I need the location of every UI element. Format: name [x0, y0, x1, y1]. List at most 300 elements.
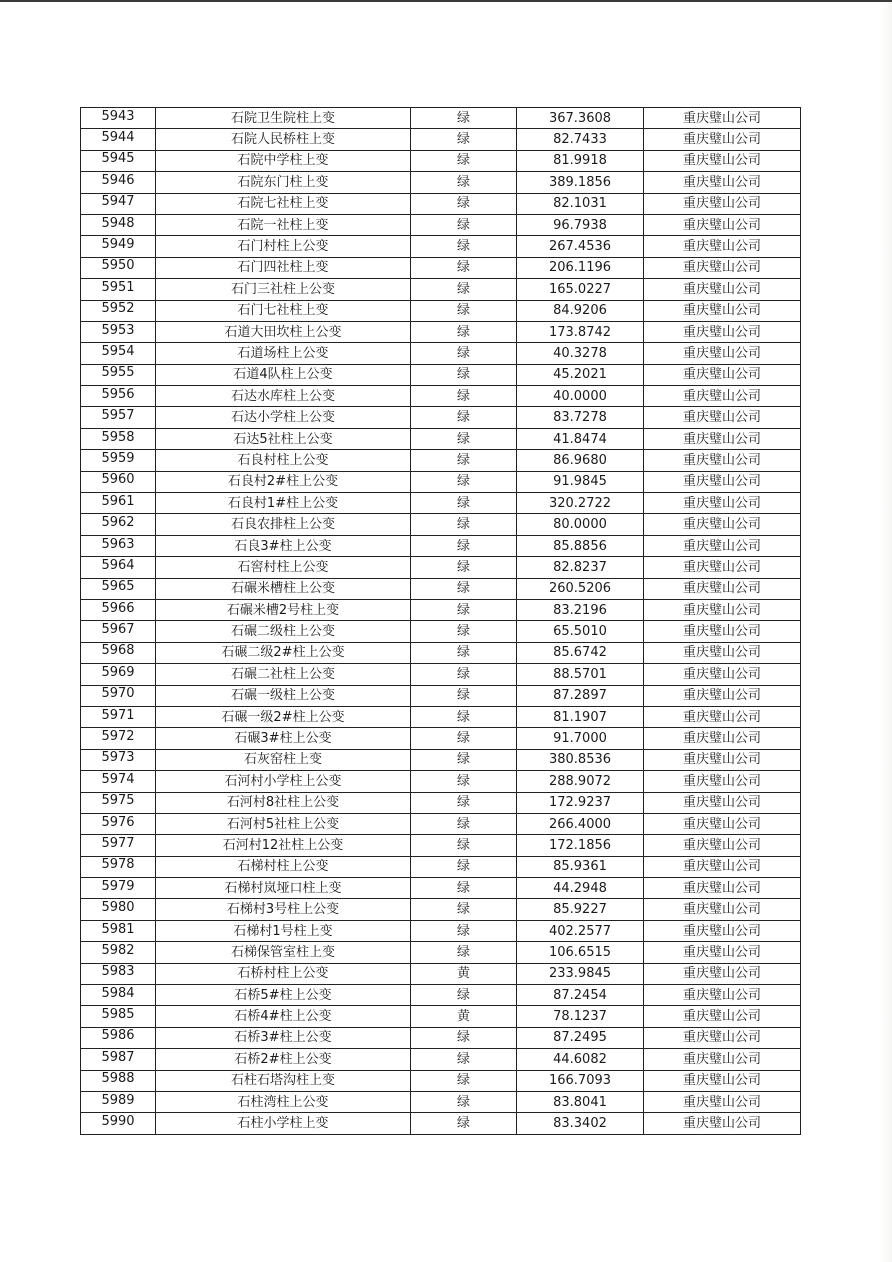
value-cell: [517, 1070, 644, 1091]
value-cell: [517, 749, 644, 770]
status-cell: [411, 129, 517, 150]
status-cell: [411, 407, 517, 428]
company-cell: [644, 300, 801, 321]
status-cell-text: 绿: [456, 902, 470, 918]
table-row: [81, 920, 801, 941]
row-id-cell: [81, 963, 156, 984]
value-cell: [517, 493, 644, 514]
table-row: [81, 856, 801, 877]
value-cell: [517, 664, 644, 685]
table-row: [81, 985, 801, 1006]
transformer-name-cell-text: 石达水库柱上公变: [230, 388, 335, 404]
company-cell-text: 重庆璧山公司: [682, 944, 761, 960]
status-cell-text: 绿: [456, 431, 470, 447]
status-cell-text: 绿: [456, 217, 470, 233]
row-id-cell-text: 5952: [101, 301, 135, 317]
transformer-name-cell-text: 石碾二级2#柱上公变: [221, 645, 345, 661]
transformer-name-cell: [156, 813, 411, 834]
company-cell: [644, 1049, 801, 1070]
transformer-name-cell: [156, 514, 411, 535]
row-id-cell-text: 5962: [101, 515, 135, 531]
value-cell-text: 166.7093: [548, 1073, 612, 1089]
table-row: [81, 450, 801, 471]
company-cell-text: 重庆璧山公司: [682, 538, 761, 554]
company-cell: [644, 1006, 801, 1027]
company-cell: [644, 493, 801, 514]
row-id-cell-text: 5956: [101, 386, 135, 402]
company-cell-text: 重庆璧山公司: [682, 281, 761, 297]
company-cell: [644, 450, 801, 471]
status-cell: [411, 236, 517, 257]
table-row: [81, 364, 801, 385]
value-cell-text: 172.9237: [548, 795, 612, 811]
value-cell: [517, 578, 644, 599]
company-cell: [644, 771, 801, 792]
row-id-cell: [81, 386, 156, 407]
value-cell-text: 266.4000: [548, 816, 612, 832]
row-id-cell-text: 5945: [101, 151, 135, 167]
company-cell: [644, 1091, 801, 1112]
table-row: [81, 193, 801, 214]
row-id-cell-text: 5973: [101, 750, 135, 766]
value-cell: [517, 1113, 644, 1134]
row-id-cell-text: 5989: [101, 1092, 135, 1108]
transformer-name-cell-text: 石碾二级柱上公变: [230, 624, 335, 640]
company-cell: [644, 835, 801, 856]
transformer-name-cell-text: 石梯村岚垭口柱上变: [224, 880, 342, 896]
table-row: [81, 1113, 801, 1134]
status-cell-text: 黄: [456, 966, 470, 982]
value-cell-text: 83.2196: [553, 602, 607, 618]
table-row: [81, 813, 801, 834]
status-cell: [411, 985, 517, 1006]
company-cell: [644, 599, 801, 620]
row-id-cell-text: 5967: [101, 622, 135, 638]
transformer-name-cell-text: 石门七社柱上变: [237, 303, 329, 319]
value-cell: [517, 642, 644, 663]
company-cell-text: 重庆璧山公司: [682, 559, 761, 575]
company-cell: [644, 578, 801, 599]
value-cell-text: 78.1237: [553, 1009, 607, 1025]
value-cell-text: 44.2948: [553, 880, 607, 896]
status-cell-text: 绿: [456, 859, 470, 875]
status-cell: [411, 343, 517, 364]
status-cell-text: 绿: [456, 174, 470, 190]
company-cell: [644, 108, 801, 129]
row-id-cell: [81, 621, 156, 642]
transformer-name-cell: [156, 599, 411, 620]
status-cell: [411, 599, 517, 620]
value-cell: [517, 599, 644, 620]
status-cell-text: 绿: [456, 110, 470, 126]
row-id-cell: [81, 535, 156, 556]
row-id-cell: [81, 150, 156, 171]
status-cell: [411, 428, 517, 449]
row-id-cell-text: 5958: [101, 429, 135, 445]
table-row: [81, 343, 801, 364]
company-cell-text: 重庆璧山公司: [682, 795, 761, 811]
company-cell-text: 重庆璧山公司: [682, 1094, 761, 1110]
company-cell: [644, 1113, 801, 1134]
value-cell: [517, 1091, 644, 1112]
value-cell: [517, 428, 644, 449]
status-cell-text: 绿: [456, 837, 470, 853]
status-cell: [411, 899, 517, 920]
company-cell: [644, 557, 801, 578]
transformer-name-cell-text: 石柱湾柱上公变: [237, 1094, 329, 1110]
row-id-cell-text: 5943: [101, 108, 135, 124]
status-cell-text: 绿: [456, 795, 470, 811]
value-cell: [517, 150, 644, 171]
status-cell-text: 绿: [456, 880, 470, 896]
company-cell: [644, 364, 801, 385]
table-row: [81, 771, 801, 792]
company-cell: [644, 856, 801, 877]
table-row: [81, 428, 801, 449]
row-id-cell: [81, 878, 156, 899]
status-cell-text: 绿: [456, 474, 470, 490]
status-cell: [411, 1006, 517, 1027]
company-cell: [644, 813, 801, 834]
transformer-name-cell: [156, 108, 411, 129]
status-cell-text: 绿: [456, 1030, 470, 1046]
row-id-cell-text: 5966: [101, 600, 135, 616]
value-cell-text: 87.2454: [553, 987, 607, 1003]
value-cell: [517, 108, 644, 129]
status-cell-text: 绿: [456, 923, 470, 939]
row-id-cell-text: 5947: [101, 194, 135, 210]
table-row: [81, 471, 801, 492]
table-row: [81, 706, 801, 727]
row-id-cell-text: 5957: [101, 408, 135, 424]
status-cell-text: 绿: [456, 452, 470, 468]
table-row: [81, 1049, 801, 1070]
company-cell-text: 重庆璧山公司: [682, 1051, 761, 1067]
row-id-cell-text: 5971: [101, 707, 135, 723]
value-cell: [517, 364, 644, 385]
transformer-name-cell: [156, 578, 411, 599]
status-cell-text: 绿: [456, 666, 470, 682]
transformer-name-cell-text: 石梯村3号柱上公变: [226, 902, 340, 918]
company-cell: [644, 150, 801, 171]
table-row: [81, 236, 801, 257]
value-cell: [517, 835, 644, 856]
transformer-name-cell: [156, 193, 411, 214]
status-cell-text: 绿: [456, 1094, 470, 1110]
page-edge-shadow: [880, 2, 892, 1262]
company-cell-text: 重庆璧山公司: [682, 474, 761, 490]
value-cell-text: 389.1856: [548, 174, 612, 190]
value-cell-text: 87.2495: [553, 1030, 607, 1046]
company-cell-text: 重庆璧山公司: [682, 495, 761, 511]
company-cell-text: 重庆璧山公司: [682, 260, 761, 276]
status-cell-text: 绿: [456, 281, 470, 297]
status-cell-text: 绿: [456, 602, 470, 618]
transformer-name-cell-text: 石门村柱上公变: [237, 239, 329, 255]
company-cell-text: 重庆璧山公司: [682, 837, 761, 853]
transformer-name-cell-text: 石桥3#柱上公变: [234, 1030, 332, 1046]
row-id-cell-text: 5974: [101, 771, 135, 787]
status-cell: [411, 471, 517, 492]
company-cell-text: 重庆璧山公司: [682, 1030, 761, 1046]
row-id-cell: [81, 343, 156, 364]
company-cell: [644, 942, 801, 963]
company-cell: [644, 514, 801, 535]
row-id-cell-text: 5959: [101, 450, 135, 466]
table-row: [81, 172, 801, 193]
transformer-name-cell-text: 石梯保管室柱上变: [230, 944, 335, 960]
company-cell-text: 重庆璧山公司: [682, 624, 761, 640]
company-cell: [644, 878, 801, 899]
value-cell: [517, 172, 644, 193]
value-cell-text: 84.9206: [553, 303, 607, 319]
company-cell-text: 重庆璧山公司: [682, 880, 761, 896]
status-cell-text: 绿: [456, 239, 470, 255]
transformer-name-cell: [156, 856, 411, 877]
transformer-name-cell-text: 石道场柱上公变: [237, 345, 329, 361]
company-cell: [644, 1070, 801, 1091]
table-row: [81, 514, 801, 535]
status-cell: [411, 642, 517, 663]
value-cell: [517, 985, 644, 1006]
transformer-name-cell: [156, 493, 411, 514]
value-cell: [517, 728, 644, 749]
transformer-name-cell-text: 石良村2#柱上公变: [227, 474, 339, 490]
company-cell: [644, 685, 801, 706]
value-cell-text: 88.5701: [553, 666, 607, 682]
row-id-cell: [81, 471, 156, 492]
transformer-name-cell: [156, 878, 411, 899]
company-cell-text: 重庆璧山公司: [682, 196, 761, 212]
table-row: [81, 685, 801, 706]
status-cell: [411, 1027, 517, 1048]
value-cell-text: 83.7278: [553, 410, 607, 426]
row-id-cell: [81, 792, 156, 813]
company-cell-text: 重庆璧山公司: [682, 645, 761, 661]
company-cell: [644, 535, 801, 556]
row-id-cell-text: 5944: [101, 130, 135, 146]
row-id-cell: [81, 942, 156, 963]
row-id-cell-text: 5987: [101, 1049, 135, 1065]
company-cell-text: 重庆璧山公司: [682, 153, 761, 169]
company-cell-text: 重庆璧山公司: [682, 666, 761, 682]
row-id-cell-text: 5963: [101, 536, 135, 552]
transformer-name-cell: [156, 621, 411, 642]
table-row: [81, 150, 801, 171]
status-cell-text: 绿: [456, 303, 470, 319]
transformer-name-cell-text: 石碾米槽2号柱上变: [226, 602, 340, 618]
company-cell-text: 重庆璧山公司: [682, 174, 761, 190]
transformer-name-cell-text: 石柱小学柱上变: [237, 1116, 329, 1132]
value-cell: [517, 942, 644, 963]
status-cell-text: 绿: [456, 367, 470, 383]
row-id-cell-text: 5968: [101, 643, 135, 659]
value-cell: [517, 963, 644, 984]
status-cell: [411, 578, 517, 599]
value-cell-text: 41.8474: [553, 431, 607, 447]
value-cell: [517, 514, 644, 535]
transformer-name-cell-text: 石院人民桥柱上变: [230, 132, 335, 148]
row-id-cell: [81, 920, 156, 941]
transformer-name-cell: [156, 1091, 411, 1112]
transformer-data-table: [80, 107, 801, 1135]
company-cell-text: 重庆璧山公司: [682, 452, 761, 468]
status-cell-text: 绿: [456, 581, 470, 597]
table-row: [81, 963, 801, 984]
row-id-cell-text: 5988: [101, 1071, 135, 1087]
transformer-name-cell-text: 石道4队柱上公变: [233, 367, 333, 383]
table-row: [81, 942, 801, 963]
value-cell-text: 83.3402: [553, 1116, 607, 1132]
status-cell: [411, 193, 517, 214]
table-row: [81, 279, 801, 300]
transformer-name-cell: [156, 407, 411, 428]
value-cell-text: 81.1907: [553, 709, 607, 725]
value-cell: [517, 343, 644, 364]
transformer-name-cell: [156, 279, 411, 300]
value-cell-text: 96.7938: [553, 217, 607, 233]
status-cell: [411, 535, 517, 556]
row-id-cell: [81, 1113, 156, 1134]
row-id-cell: [81, 578, 156, 599]
table-row: [81, 1006, 801, 1027]
status-cell-text: 绿: [456, 688, 470, 704]
transformer-name-cell: [156, 321, 411, 342]
row-id-cell-text: 5948: [101, 215, 135, 231]
company-cell-text: 重庆璧山公司: [682, 410, 761, 426]
company-cell-text: 重庆璧山公司: [682, 110, 761, 126]
value-cell-text: 45.2021: [553, 367, 607, 383]
row-id-cell-text: 5946: [101, 172, 135, 188]
company-cell-text: 重庆璧山公司: [682, 388, 761, 404]
transformer-name-cell: [156, 642, 411, 663]
status-cell-text: 绿: [456, 260, 470, 276]
company-cell: [644, 1027, 801, 1048]
value-cell: [517, 386, 644, 407]
transformer-name-cell: [156, 920, 411, 941]
status-cell: [411, 942, 517, 963]
transformer-name-cell: [156, 214, 411, 235]
table-row: [81, 664, 801, 685]
row-id-cell-text: 5976: [101, 814, 135, 830]
value-cell: [517, 300, 644, 321]
table-row: [81, 535, 801, 556]
status-cell: [411, 450, 517, 471]
value-cell-text: 87.2897: [553, 688, 607, 704]
company-cell: [644, 172, 801, 193]
transformer-name-cell-text: 石院卫生院柱上变: [230, 110, 335, 126]
value-cell: [517, 257, 644, 278]
status-cell-text: 绿: [456, 1073, 470, 1089]
status-cell: [411, 706, 517, 727]
company-cell: [644, 214, 801, 235]
transformer-name-cell: [156, 1006, 411, 1027]
company-cell-text: 重庆璧山公司: [682, 602, 761, 618]
value-cell-text: 402.2577: [548, 923, 612, 939]
transformer-name-cell-text: 石桥4#柱上公变: [234, 1009, 332, 1025]
value-cell-text: 165.0227: [548, 281, 612, 297]
row-id-cell: [81, 214, 156, 235]
row-id-cell-text: 5965: [101, 579, 135, 595]
value-cell: [517, 920, 644, 941]
status-cell-text: 绿: [456, 495, 470, 511]
value-cell: [517, 856, 644, 877]
table-row: [81, 728, 801, 749]
table-row: [81, 899, 801, 920]
company-cell: [644, 985, 801, 1006]
row-id-cell: [81, 1049, 156, 1070]
row-id-cell: [81, 685, 156, 706]
value-cell-text: 86.9680: [553, 452, 607, 468]
status-cell: [411, 300, 517, 321]
company-cell: [644, 899, 801, 920]
row-id-cell: [81, 407, 156, 428]
company-cell-text: 重庆璧山公司: [682, 431, 761, 447]
status-cell: [411, 214, 517, 235]
transformer-name-cell-text: 石河村5社柱上公变: [226, 816, 340, 832]
row-id-cell: [81, 706, 156, 727]
status-cell: [411, 1091, 517, 1112]
transformer-name-cell: [156, 1049, 411, 1070]
value-cell-text: 380.8536: [548, 752, 612, 768]
transformer-name-cell: [156, 1113, 411, 1134]
table-row: [81, 642, 801, 663]
value-cell-text: 83.8041: [553, 1094, 607, 1110]
row-id-cell-text: 5954: [101, 343, 135, 359]
company-cell-text: 重庆璧山公司: [682, 1009, 761, 1025]
status-cell-text: 绿: [456, 345, 470, 361]
company-cell-text: 重庆璧山公司: [682, 581, 761, 597]
value-cell: [517, 1006, 644, 1027]
value-cell-text: 85.9361: [553, 859, 607, 875]
transformer-name-cell-text: 石院中学柱上变: [237, 153, 329, 169]
status-cell-text: 绿: [456, 624, 470, 640]
transformer-name-cell: [156, 343, 411, 364]
company-cell: [644, 792, 801, 813]
value-cell: [517, 1027, 644, 1048]
table-row: [81, 1091, 801, 1112]
transformer-name-cell: [156, 172, 411, 193]
status-cell-text: 绿: [456, 196, 470, 212]
row-id-cell-text: 5970: [101, 686, 135, 702]
transformer-name-cell-text: 石良3#柱上公变: [234, 538, 332, 554]
value-cell: [517, 450, 644, 471]
company-cell: [644, 963, 801, 984]
value-cell-text: 173.8742: [548, 324, 612, 340]
table-row: [81, 578, 801, 599]
row-id-cell: [81, 1006, 156, 1027]
company-cell-text: 重庆璧山公司: [682, 132, 761, 148]
transformer-name-cell: [156, 1027, 411, 1048]
status-cell: [411, 108, 517, 129]
transformer-name-cell-text: 石灰窑柱上变: [243, 752, 322, 768]
transformer-name-cell-text: 石碾米槽柱上公变: [230, 581, 335, 597]
status-cell-text: 绿: [456, 1116, 470, 1132]
company-cell: [644, 129, 801, 150]
row-id-cell: [81, 236, 156, 257]
company-cell: [644, 279, 801, 300]
company-cell-text: 重庆璧山公司: [682, 987, 761, 1003]
value-cell: [517, 279, 644, 300]
value-cell-text: 206.1196: [548, 260, 612, 276]
table-row: [81, 321, 801, 342]
transformer-name-cell: [156, 1070, 411, 1091]
company-cell-text: 重庆璧山公司: [682, 709, 761, 725]
status-cell-text: 绿: [456, 153, 470, 169]
row-id-cell-text: 5983: [101, 964, 135, 980]
transformer-name-cell: [156, 450, 411, 471]
status-cell-text: 绿: [456, 752, 470, 768]
